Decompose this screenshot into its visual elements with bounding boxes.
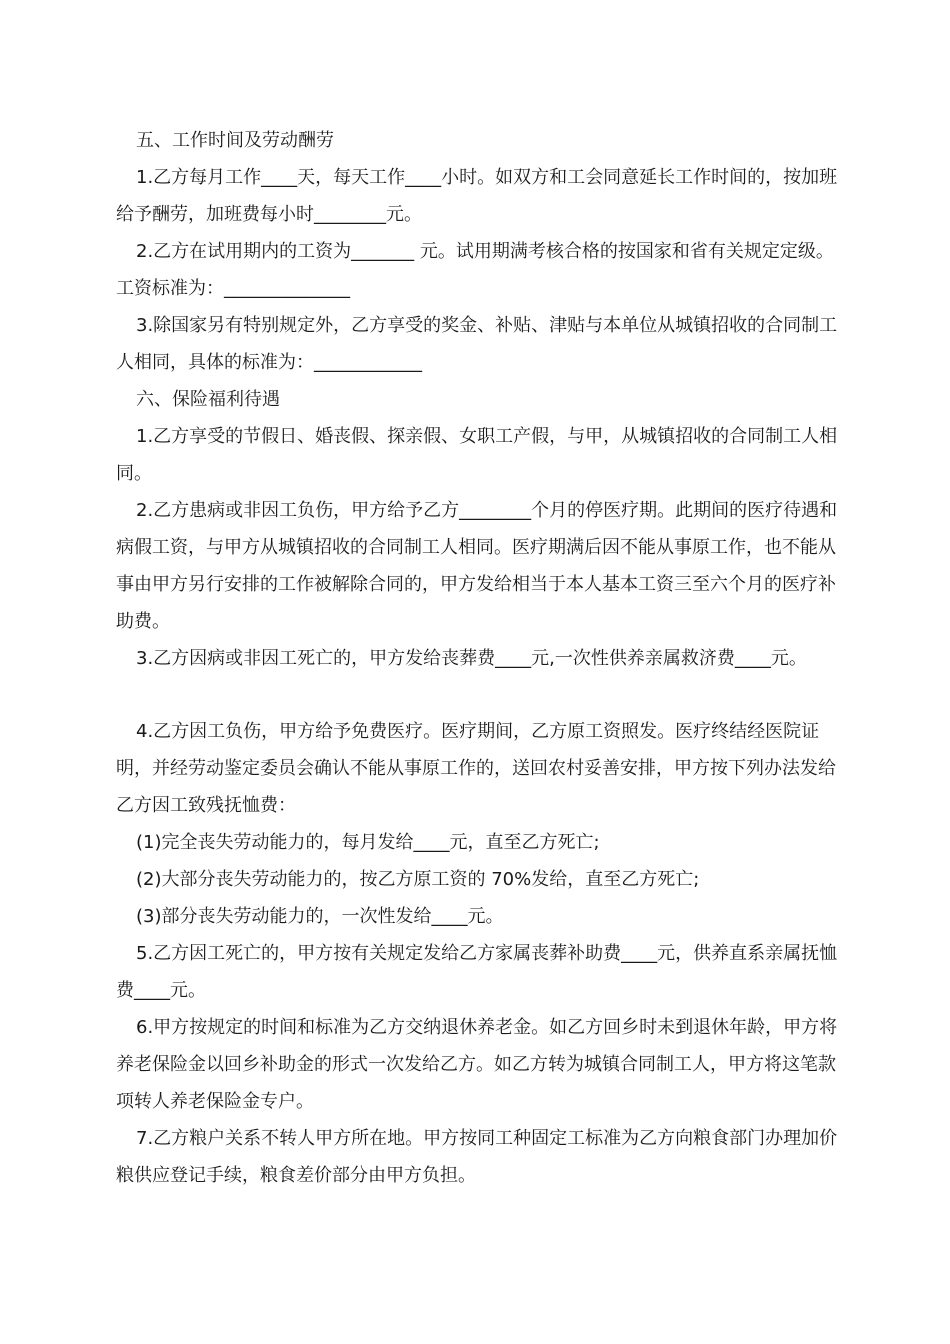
paragraph: 3.乙方因病或非因工死亡的，甲方发给丧葬费____元,一次性供养亲属救济费____元。 (136, 648, 807, 669)
sub-item: (3)部分丧失劳动能力的，一次性发给____元。 (136, 906, 504, 927)
paragraph: 4.乙方因工负伤，甲方给予免费医疗。医疗期间，乙方原工资照发。医疗终结经医院证明，并经劳动鉴定委员会确认不能从事原工作的，送回农村妥善安排，甲方按下列办法发给乙方因工致残抚恤费： (116, 721, 836, 816)
paragraph: 1.乙方享受的节假日、婚丧假、探亲假、女职工产假，与甲，从城镇招收的合同制工人相同。 (116, 426, 838, 484)
paragraph: 1.乙方每月工作____天，每天工作____小时。如双方和工会同意延长工作时间的，按加班给予酬劳，加班费每小时________元。 (116, 167, 838, 225)
paragraph: 5.乙方因工死亡的，甲方按有关规定发给乙方家属丧葬补助费____元，供养直系亲属抚恤费____元。 (116, 943, 838, 1001)
section-heading: 六、保险福利待遇 (136, 389, 280, 410)
paragraph: 6.甲方按规定的时间和标准为乙方交纳退休养老金。如乙方回乡时未到退休年龄，甲方将养老保险金以回乡补助金的形式一次发给乙方。如乙方转为城镇合同制工人，甲方将这笔款项转人养老保险金专户。 (116, 1017, 838, 1112)
sub-item: (2)大部分丧失劳动能力的，按乙方原工资的 70%发给，直至乙方死亡; (136, 869, 700, 890)
sub-item: (1)完全丧失劳动能力的，每月发给____元，直至乙方死亡; (136, 832, 600, 853)
blank-line (116, 677, 841, 713)
paragraph: 7.乙方粮户关系不转人甲方所在地。甲方按同工种固定工标准为乙方向粮食部门办理加价粮供应登记手续，粮食差价部分由甲方负担。 (116, 1128, 838, 1186)
paragraph: 2.乙方患病或非因工负伤，甲方给予乙方________个月的停医疗期。此期间的医疗待遇和病假工资，与甲方从城镇招收的合同制工人相同。医疗期满后因不能从事原工作，也不能从事由甲方另行安排的工作被解除合同的，甲方发给相当于本人基本工资三至六个月的医疗补助费。 (116, 500, 838, 632)
section-heading: 五、工作时间及劳动酬劳 (136, 130, 334, 151)
paragraph: 3.除国家另有特别规定外，乙方享受的奖金、补贴、津贴与本单位从城镇招收的合同制工人相同，具体的标准为：____________ (116, 315, 838, 373)
paragraph: 2.乙方在试用期内的工资为_______ 元。试用期满考核合格的按国家和省有关规定定级。工资标准为：______________ (116, 241, 834, 299)
document-body (116, 122, 841, 1194)
